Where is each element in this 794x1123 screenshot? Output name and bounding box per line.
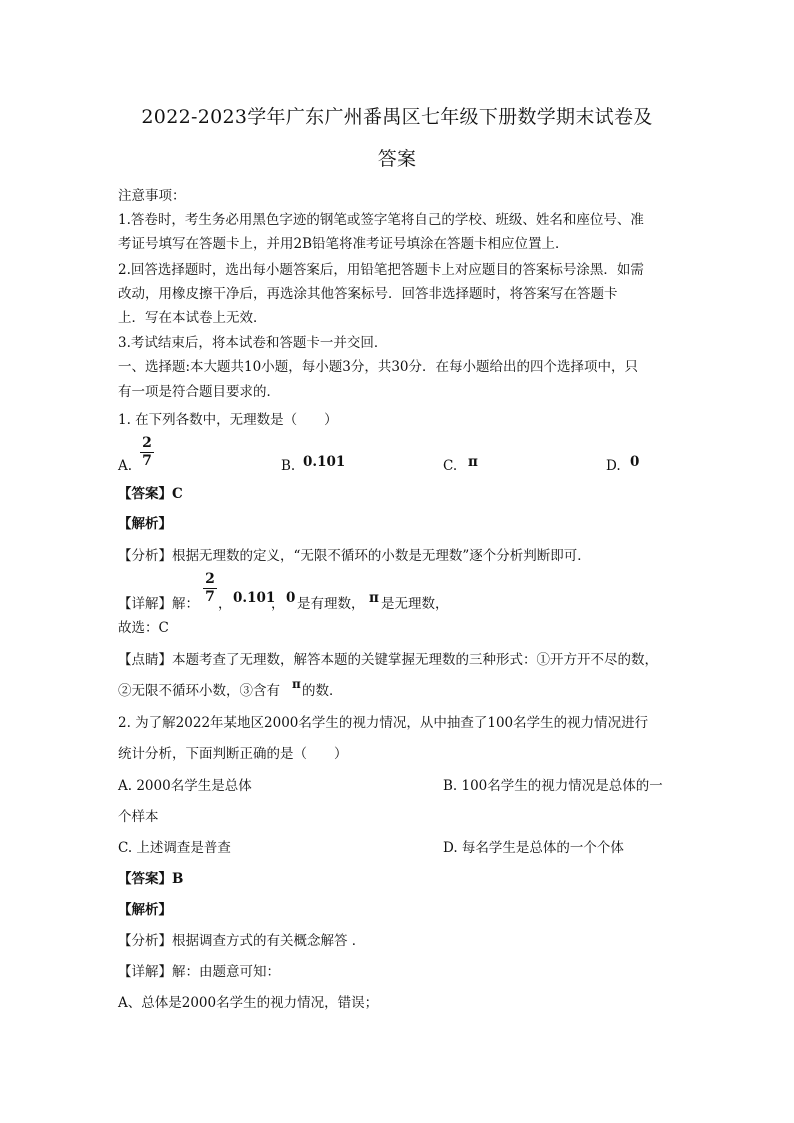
q1-conclusion: 故选：C bbox=[118, 620, 169, 636]
q1-option-d-label: D. bbox=[606, 458, 621, 474]
q1-detail-sep1: ， bbox=[218, 596, 232, 612]
q1-comment-line2a: ②无限不循环小数，③含有 bbox=[118, 683, 280, 699]
q2-option-b-line1: B. 100名学生的视力情况是总体的一 bbox=[443, 778, 663, 794]
q1-option-c-label: C. bbox=[443, 458, 458, 474]
q1-detail-text-2: 是无理数， bbox=[381, 596, 449, 612]
q1-option-c-value: π bbox=[468, 454, 478, 470]
doc-title-line1: 2022-2023学年广东广州番禺区七年级下册数学期末试卷及 bbox=[141, 106, 653, 128]
q1-detail-fraction bbox=[203, 572, 217, 605]
q1-comment-line1: 【点睛】本题考查了无理数，解答本题的关键掌握无理数的三种形式：①开方开不尽的数， bbox=[118, 652, 658, 668]
q1-option-a-fraction bbox=[140, 436, 154, 469]
q1-detail-value-1: 0.101 bbox=[233, 590, 276, 606]
q1-option-a-numerator: 2 bbox=[142, 435, 152, 451]
section-heading-line1: 一、选择题:本大题共10小题，每小题3分，共30分．在每小题给出的四个选择项中，只 bbox=[118, 359, 638, 375]
q1-detail-value-3: π bbox=[369, 590, 379, 606]
q1-analysis: 【分析】根据无理数的定义，“无限不循环的小数是无理数”逐个分析判断即可． bbox=[118, 548, 591, 564]
q1-detail-value-2: 0 bbox=[286, 590, 296, 606]
notice-item-2-line2: 改动，用橡皮擦干净后，再选涂其他答案标号．回答非选择题时，将答案写在答题卡 bbox=[118, 286, 618, 302]
q1-option-b-label: B. bbox=[281, 458, 296, 474]
q2-option-b-line2: 个样本 bbox=[118, 809, 159, 825]
q2-detail-option-a: A、总体是2000名学生的视力情况，错误； bbox=[118, 995, 379, 1011]
notice-item-2-line1: 2.回答选择题时，选出每小题答案后，用铅笔把答题卡上对应题目的答案标号涂黑．如需 bbox=[118, 262, 644, 278]
q1-option-a-label: A. bbox=[118, 458, 133, 474]
notice-item-1-line1: 1.答卷时，考生务必用黑色字迹的钢笔或签字笔将自己的学校、班级、姓名和座位号、准 bbox=[118, 212, 644, 228]
q1-stem: 1. 在下列各数中，无理数是（ ） bbox=[118, 412, 338, 428]
notice-item-2-line3: 上．写在本试卷上无效． bbox=[118, 310, 267, 326]
notice-item-3: 3.考试结束后，将本试卷和答题卡一并交回． bbox=[118, 335, 388, 351]
q2-stem-line1: 2. 为了解2022年某地区2000名学生的视力情况，从中抽查了100名学生的视力情况进行 bbox=[118, 715, 649, 731]
q1-option-a-denominator: 7 bbox=[142, 453, 152, 469]
q1-option-b-value: 0.101 bbox=[303, 454, 346, 470]
q2-detail: 【详解】解：由题意可知： bbox=[118, 964, 280, 980]
q1-comment-pi: π bbox=[292, 677, 301, 691]
q1-answer: 【答案】C bbox=[118, 486, 183, 502]
doc-title-line2: 答案 bbox=[377, 148, 417, 170]
notice-item-1-line2: 考证号填写在答题卡上，并用2B铅笔将准考证号填涂在答题卡相应位置上． bbox=[118, 236, 569, 252]
q2-stem-line2: 统计分析，下面判断正确的是（ ） bbox=[118, 746, 348, 762]
q2-analysis: 【分析】根据调查方式的有关概念解答 ． bbox=[118, 933, 366, 949]
q1-detail-text-1: 是有理数， bbox=[297, 596, 365, 612]
notice-heading: 注意事项： bbox=[118, 188, 186, 204]
q1-option-d-value: 0 bbox=[630, 454, 640, 470]
q1-analysis-heading: 【解析】 bbox=[118, 516, 172, 532]
q2-option-c: C. 上述调查是普查 bbox=[118, 840, 231, 856]
q1-detail-numerator: 2 bbox=[205, 571, 215, 587]
q1-detail-denominator: 7 bbox=[205, 589, 215, 605]
q1-detail-sep2: ， bbox=[271, 596, 285, 612]
q2-analysis-heading: 【解析】 bbox=[118, 902, 172, 918]
section-heading-line2: 有一项是符合题目要求的． bbox=[118, 384, 280, 400]
q2-option-a: A. 2000名学生是总体 bbox=[118, 778, 252, 794]
q1-detail-prefix: 【详解】解： bbox=[118, 596, 199, 612]
q2-answer: 【答案】B bbox=[118, 871, 184, 887]
q2-option-d: D. 每名学生是总体的一个个体 bbox=[443, 840, 624, 856]
q1-comment-line2b: 的数． bbox=[302, 683, 343, 699]
